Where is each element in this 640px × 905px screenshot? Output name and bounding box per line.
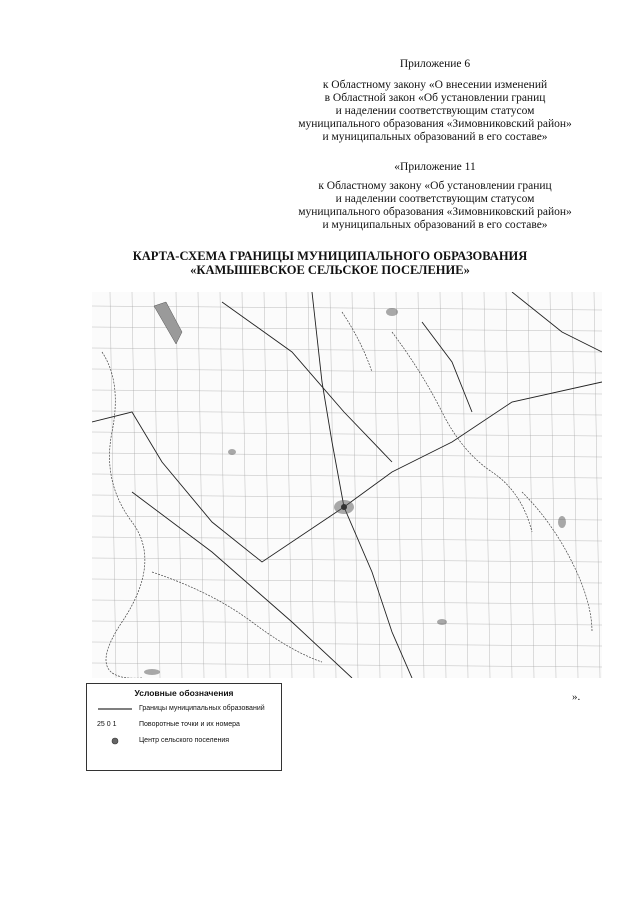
map-title-line-1: КАРТА-СХЕМА ГРАНИЦЫ МУНИЦИПАЛЬНОГО ОБРАЗОВАНИЯ bbox=[132, 249, 528, 263]
annex6-line-4: муниципального образования «Зимовниковский район» bbox=[298, 118, 572, 130]
settlement-area bbox=[228, 449, 236, 455]
annex11-line-3: муниципального образования «Зимовниковский район» bbox=[298, 206, 572, 218]
legend-item-center bbox=[93, 736, 277, 748]
map-title-line-2: «КАМЫШЕВСКОЕ СЕЛЬСКОЕ ПОСЕЛЕНИЕ» bbox=[190, 263, 470, 277]
settlement-area bbox=[144, 669, 160, 675]
legend-title: Условные обозначения bbox=[134, 688, 234, 698]
legend-item-boundary bbox=[93, 704, 277, 716]
closing-quote-mark: ». bbox=[572, 691, 581, 703]
boundary-line-icon bbox=[97, 704, 133, 714]
annex6-line-2: в Областной закон «Об установлении границ bbox=[324, 92, 546, 104]
settlement-area bbox=[437, 619, 447, 625]
legend-item-points bbox=[93, 720, 277, 732]
annex6-line-3: и наделении соответствующим статусом bbox=[335, 105, 535, 117]
annex6-line-1: к Областному закону «О внесении изменений bbox=[322, 79, 548, 91]
annex11-heading: «Приложение 11 bbox=[394, 161, 476, 173]
annex11-line-1: к Областному закону «Об установлении границ bbox=[318, 180, 552, 192]
annex11-line-2: и наделении соответствующим статусом bbox=[335, 193, 535, 205]
annex6-block bbox=[270, 58, 600, 144]
annex11-line-4: и муниципальных образований в его составе» bbox=[322, 219, 548, 231]
annex6-heading: Приложение 6 bbox=[399, 58, 471, 70]
annex11-block bbox=[270, 161, 600, 232]
settlement-area bbox=[386, 308, 398, 316]
map-title bbox=[60, 249, 600, 277]
annex6-line-5: и муниципальных образований в его составе» bbox=[322, 131, 548, 143]
boundary-map bbox=[92, 292, 602, 678]
center-dot-icon bbox=[97, 736, 133, 746]
turning-point-icon: 25 0 1 bbox=[97, 721, 117, 728]
legend-item-center-label: Центр сельского поселения bbox=[139, 737, 230, 744]
settlement-center-marker bbox=[341, 504, 347, 510]
legend-item-points-label: Поворотные точки и их номера bbox=[139, 721, 240, 728]
legend-item-boundary-label: Границы муниципальных образований bbox=[139, 705, 265, 712]
settlement-area bbox=[558, 516, 566, 528]
legend bbox=[86, 683, 282, 771]
